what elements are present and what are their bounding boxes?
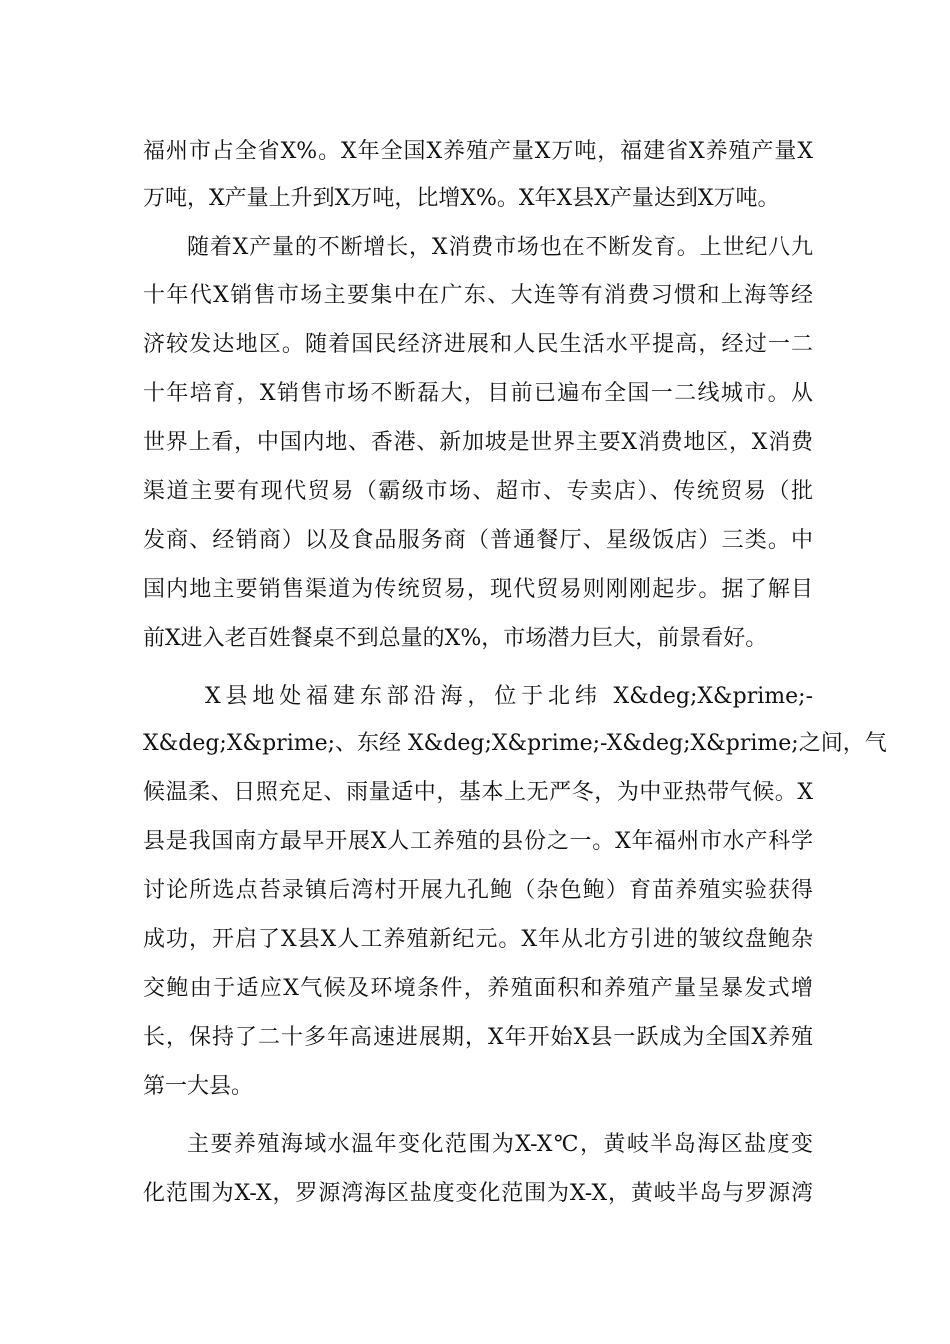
text-line: 十年代X销售市场主要集中在广东、大连等有消费习惯和上海等经 <box>143 283 813 308</box>
text-line: 前X进入老百姓餐桌不到总量的X%，市场潜力巨大，前景看好。 <box>143 626 768 651</box>
text-line: 福州市占全省X%。X年全国X养殖产量X万吨，福建省X养殖产量X <box>143 139 813 164</box>
text-line: X&deg;X&prime;、东经 X&deg;X&prime;-X&deg;X&prime;之间，气 <box>143 731 887 756</box>
text-line: 国内地主要销售渠道为传统贸易，现代贸易则刚刚起步。据了解目 <box>143 577 813 602</box>
text-line: 渠道主要有现代贸易（霸级市场、超市、专卖店）、传统贸易（批 <box>143 479 813 504</box>
paragraph-first-line: 随着X产量的不断增长，X消费市场也在不断发育。上世纪八九 <box>187 235 813 260</box>
text-line: 世界上看，中国内地、香港、新加坡是世界主要X消费地区，X消费 <box>143 430 813 455</box>
text-line: 讨论所选点苔录镇后湾村开展九孔鲍（杂色鲍）育苗养殖实验获得 <box>143 878 813 903</box>
text-line: 交鲍由于适应X气候及环境条件，养殖面积和养殖产量呈暴发式增 <box>143 976 813 1001</box>
text-line: 第一大县。 <box>143 1074 254 1099</box>
text-line: 长，保持了二十多年高速进展期，X年开始X县一跃成为全国X养殖 <box>143 1025 813 1050</box>
text-line: 十年培育，X销售市场不断磊大，目前已遍布全国一二线城市。从 <box>143 381 813 406</box>
text-line: 县是我国南方最早开展X人工养殖的县份之一。X年福州市水产科学 <box>143 829 813 854</box>
text-line: 化范围为X-X，罗源湾海区盐度变化范围为X-X，黄岐半岛与罗源湾 <box>143 1181 813 1206</box>
text-line: 发商、经销商）以及食品服务商（普通餐厅、星级饭店）三类。中 <box>143 528 813 553</box>
text-line: 成功，开启了X县X人工养殖新纪元。X年从北方引进的皱纹盘鲍杂 <box>143 927 813 952</box>
paragraph-first-line: X县地处福建东部沿海，位于北纬 X&deg;X&prime;- <box>205 684 813 709</box>
text-line: 济较发达地区。随着国民经济进展和人民生活水平提高，经过一二 <box>143 332 813 357</box>
text-line: 万吨，X产量上升到X万吨，比增X%。X年X县X产量达到X万吨。 <box>143 186 780 211</box>
text-line: 候温柔、日照充足、雨量适中，基本上无严冬，为中亚热带气候。X <box>143 780 813 805</box>
paragraph-first-line: 主要养殖海域水温年变化范围为X-X℃，黄岐半岛海区盐度变 <box>187 1132 813 1157</box>
